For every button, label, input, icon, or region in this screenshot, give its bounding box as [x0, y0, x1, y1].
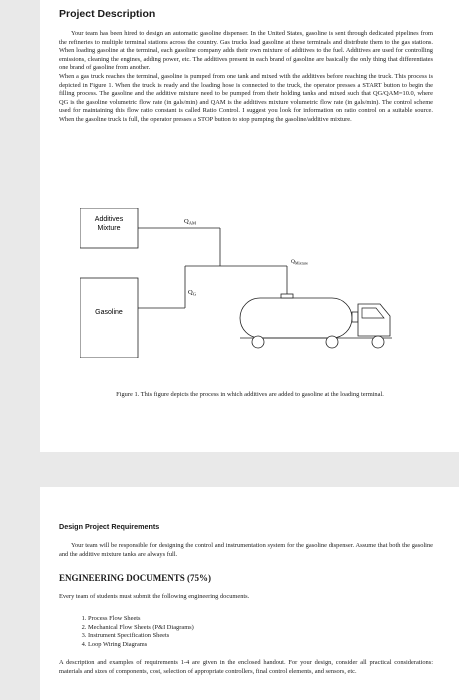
requirements-paragraph: Your team will be responsible for designing the control and instrumentation system for the gasoline dispenser. Assume that both the gasoline and the additive mixture tanks are always full. — [59, 542, 433, 558]
truck-tank — [240, 298, 352, 338]
flow-label-qg: $Q_G$ — [188, 289, 196, 297]
truck-wheel-middle — [326, 336, 338, 348]
figure-caption: Figure 1. This figure depicts the process in which additives are added to gasoline at the loading terminal. — [116, 391, 384, 398]
figure-1-diagram — [80, 208, 440, 358]
flow-label-qmixture: $Q_{Mixture}$ — [291, 259, 308, 266]
truck-wheel-front — [372, 336, 384, 348]
truck-wheel-rear — [252, 336, 264, 348]
requirements-text — [59, 542, 433, 559]
document-page-2 — [40, 487, 459, 700]
engineering-documents-heading: ENGINEERING DOCUMENTS (75%) — [59, 573, 212, 583]
closing-text — [59, 659, 433, 676]
gasoline-tank-label: Gasoline — [95, 309, 123, 316]
list-item: 2. Mechanical Flow Sheets (P&I Diagrams) — [88, 624, 194, 633]
additives-tank-label: Additives — [94, 216, 124, 223]
list-item: 3. Instrument Specification Sheets — [88, 632, 194, 641]
requirements-heading: Design Project Requirements — [59, 522, 160, 531]
additives-tank-label-2: Mixture — [97, 225, 121, 232]
gasoline-tank — [80, 278, 138, 358]
flow-label-qam: $Q_{AM}$ — [184, 218, 196, 226]
paragraph-1: Your team has been hired to design an automatic gasoline dispenser. In the United States, gasoline is sent through dedicated pipelines from the refineries to multiple terminal stations across the country. Gas trucks load gasoline at these terminals and distribute them to the gas stations. When loading gasoline at the terminal, each gasoline company adds their own mixture of additives to the fuel. Additives are used for controlling emissions, cleaning the engines, adding power, etc. The additives present in each brand of gasoline are basically the only thing that differentiates one brand of gasoline from another. — [59, 30, 433, 72]
closing-paragraph: A description and examples of requirements 1-4 are given in the enclosed handout. For your design, consider all practical considerations: materials and sizes of components, cost, selection of appropriate controllers, final control elements, and sensors, etc. — [59, 659, 433, 675]
page-title: Project Description — [59, 8, 156, 20]
engineering-intro — [59, 593, 433, 602]
document-page-1 — [40, 0, 459, 452]
paragraph-2: When a gas truck reaches the terminal, gasoline is pumped from one tank and mixed with the additives before reaching the truck. This process is depicted in Figure 1. When the truck is ready and the loading hose is connected to the truck, the operator presses a START button to begin the filling process. The gasoline and the additive mixture need to be pumped from their holding tanks and mixed such that QG/QAM=10.0, where QG is the gasoline volumetric flow rate (in gals/min) and QAM is the additives mixture volumetric flow rate (in gals/min). The control scheme used for maintaining this flow ratio constant is called Ratio Control. I suggest you look for information on ratio control on a suitable source. When the gasoline truck is full, the operator presses a STOP button to stop pumping the gasoline/additive mixture. — [59, 72, 433, 123]
list-item: 1. Process Flow Sheets — [88, 615, 194, 624]
documents-list — [60, 615, 194, 649]
truck-coupling — [352, 312, 358, 322]
engineering-intro-text: Every team of students must submit the following engineering documents. — [59, 593, 250, 600]
list-item: 4. Loop Wiring Diagrams — [88, 641, 194, 650]
gas-truck — [240, 294, 392, 348]
truck-filling-nozzle — [281, 294, 293, 298]
description-text — [59, 30, 433, 125]
